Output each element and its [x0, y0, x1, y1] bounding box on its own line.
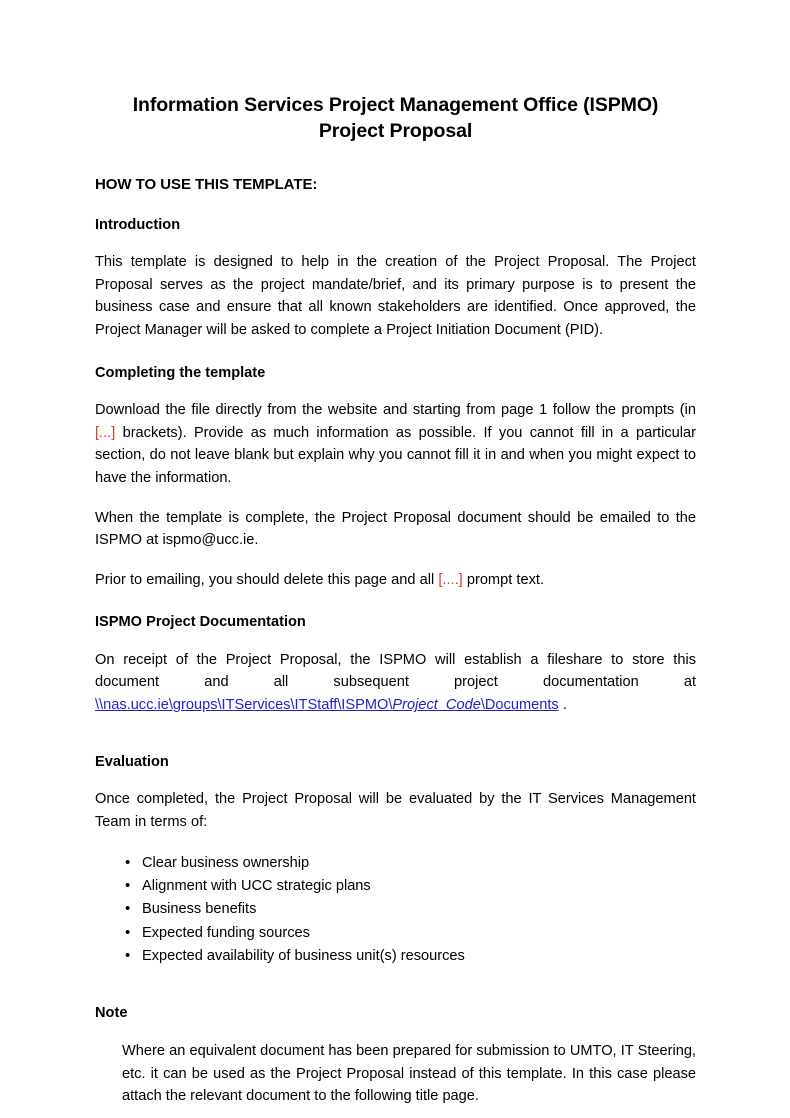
delete-prompts-text-after: prompt text. — [462, 571, 544, 588]
page-title — [95, 92, 696, 145]
fileshare-path-suffix: \Documents — [480, 697, 559, 714]
paragraph-note: Where an equivalent document has been prepared for submission to UMTO, IT Steering, etc. it can be used as the Project Proposal instead of this template. In this case please attach the relevant document to the following title page. — [122, 1043, 696, 1105]
prompt-bracket-token: [...] — [95, 424, 116, 441]
list-item: • Expected availability of business unit(s) resources — [95, 945, 696, 968]
paragraph-introduction: This template is designed to help in the creation of the Project Proposal. The Project Proposal serves as the project mandate/brief, and its primary purpose is to present the business case and ensure that all known stakeholders are identified. Once approved, the Project Manager will be asked to complete a Project Initiation Document (PID). — [95, 254, 696, 338]
paragraph-delete-prompts — [95, 569, 696, 592]
evaluation-criteria-list — [95, 852, 696, 967]
paragraph-ispmo-documentation — [95, 649, 696, 717]
documentation-text-trailing: . — [558, 697, 567, 714]
heading-introduction: Introduction — [95, 216, 181, 233]
fileshare-path-link[interactable] — [95, 697, 559, 713]
prompt-bracket-token-2: [....] — [438, 571, 463, 588]
fileshare-path-prefix: \\nas.ucc.ie\groups\ITServices\ITStaff\ISPMO\ — [95, 697, 393, 714]
document-content — [95, 92, 696, 1108]
delete-prompts-text-before: Prior to emailing, you should delete this page and all — [95, 571, 439, 588]
page-title-line-1: Information Services Project Management Office (ISPMO) — [132, 94, 659, 116]
fileshare-path-project-code: Project_Code — [392, 697, 481, 714]
heading-ispmo-project-documentation: ISPMO Project Documentation — [95, 614, 306, 631]
documentation-text: On receipt of the Project Proposal, the ISPMO will establish a fileshare to store this document and all subsequent project documentation at — [95, 651, 696, 691]
paragraph-email-submission: When the template is complete, the Project Proposal document should be emailed to the ISPMO at ispmo@ucc.ie. — [95, 509, 696, 549]
list-item: • Clear business ownership — [95, 852, 696, 875]
list-item: • Expected funding sources — [95, 922, 696, 945]
heading-evaluation: Evaluation — [95, 753, 169, 770]
paragraph-evaluation: Once completed, the Project Proposal will be evaluated by the IT Services Management Team in terms of: — [95, 791, 696, 830]
heading-note: Note — [95, 1004, 128, 1021]
completing-text-before-prompt: Download the file directly from the website and starting from page 1 follow the prompts (in — [95, 402, 696, 419]
list-item: • Alignment with UCC strategic plans — [95, 875, 696, 898]
list-item: • Business benefits — [95, 898, 696, 921]
page-title-line-2: Project Proposal — [318, 120, 473, 143]
how-to-use-heading: HOW TO USE THIS TEMPLATE: — [95, 175, 318, 193]
heading-completing-template: Completing the template — [95, 364, 266, 381]
paragraph-completing-template — [95, 399, 696, 489]
completing-text-after-prompt: brackets). Provide as much information as possible. If you cannot fill in a particular section, do not leave blank but explain why you cannot fill it in and when you might expect to have the information. — [95, 424, 696, 486]
